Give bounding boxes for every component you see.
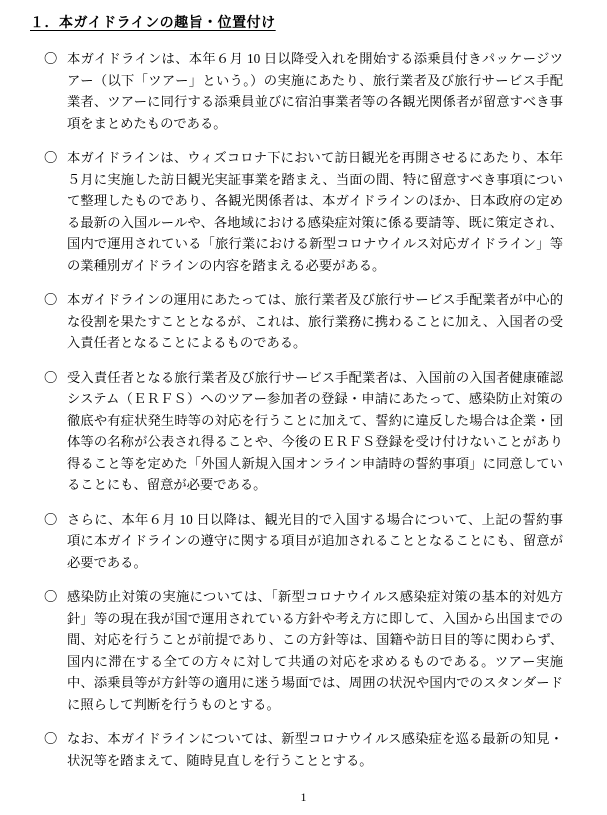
section-heading: １．本ガイドラインの趣旨・位置付け bbox=[30, 16, 276, 31]
paragraph bbox=[44, 586, 563, 715]
paragraph-bullet: 〇 bbox=[44, 150, 58, 165]
paragraph-bullet: 〇 bbox=[44, 589, 58, 604]
paragraph-text: 本ガイドラインの運用にあたっては、旅行業者及び旅行サービス手配業者が中心的な役割を果たすこととなるが、これは、旅行業務に携わることに加え、入国者の受入責任者となることによるものである。 bbox=[67, 292, 563, 350]
paragraph-bullet: 〇 bbox=[44, 292, 58, 307]
paragraph bbox=[44, 48, 563, 134]
page-number: 1 bbox=[300, 790, 307, 804]
paragraph-bullet: 〇 bbox=[44, 51, 58, 66]
paragraph bbox=[44, 289, 563, 354]
paragraph-text: 感染防止対策の実施については、「新型コロナウイルス感染症対策の基本的対処方針」等の現在我が国で運用されている方針や考え方に即して、入国から出国までの間、対応を行うことが前提であり、この方針等は、国籍や訪日目的等に関わらず、国内に滞在する全ての方々に対して共通の対応を求めるものである。ツアー実施中、添乗員等が方針等の適用に迷う場面では、周囲の状況や国内でのスタンダードに照らして判断を行うものとする。 bbox=[67, 589, 563, 712]
paragraph-text: 受入責任者となる旅行業者及び旅行サービス手配業者は、入国前の入国者健康確認システム（ＥＲＦＳ）へのツアー参加者の登録・申請にあたって、感染防止対策の徹底や有症状発生時等の対応を行うことに加えて、誓約に違反した場合は企業・団体等の名称が公表され得ることや、今後のＥＲＦＳ登録を受け付けないことがあり得ること等を定めた「外国人新規入国オンライン申請時の誓約事項」に同意していることにも、留意が必要である。 bbox=[67, 369, 563, 492]
paragraph-text: なお、本ガイドラインについては、新型コロナウイルス感染症を巡る最新の知見・状況等を踏まえて、随時見直しを行うこととする。 bbox=[67, 731, 563, 768]
paragraph bbox=[44, 728, 563, 771]
paragraph-bullet: 〇 bbox=[44, 511, 58, 527]
paragraph-bullet: 〇 bbox=[44, 369, 58, 385]
paragraph bbox=[44, 509, 563, 574]
paragraph-bullet: 〇 bbox=[44, 731, 58, 746]
paragraph bbox=[44, 147, 563, 276]
paragraph-text: さらに、本年６月 10 日以降は、観光目的で入国する場合について、上記の誓約事項に本ガイドラインの遵守に関する項目が追加されることとなることにも、留意が必要である。 bbox=[67, 511, 563, 570]
paragraph bbox=[44, 367, 563, 496]
paragraph-text: 本ガイドラインは、本年６月 10 日以降受入れを開始する添乗員付きパッケージツアー（以下「ツアー」という。）の実施にあたり、旅行業者及び旅行サービス手配業者、ツアーに同行する添乗員並びに宿泊事業者等の各観光関係者が留意すべき事項をまとめたものである。 bbox=[67, 51, 563, 131]
paragraph-text: 本ガイドラインは、ウィズコロナ下において訪日観光を再開させるにあたり、本年５月に実施した訪日観光実証事業を踏まえ、当面の間、特に留意すべき事項について整理したものであり、各観光関係者は、本ガイドラインのほか、日本政府の定める最新の入国ルールや、各地域における感染症対策に係る要請等、既に策定され、国内で運用されている「旅行業における新型コロナウイルス対応ガイドライン」等の業種別ガイドラインの内容を踏まえる必要がある。 bbox=[67, 150, 563, 273]
